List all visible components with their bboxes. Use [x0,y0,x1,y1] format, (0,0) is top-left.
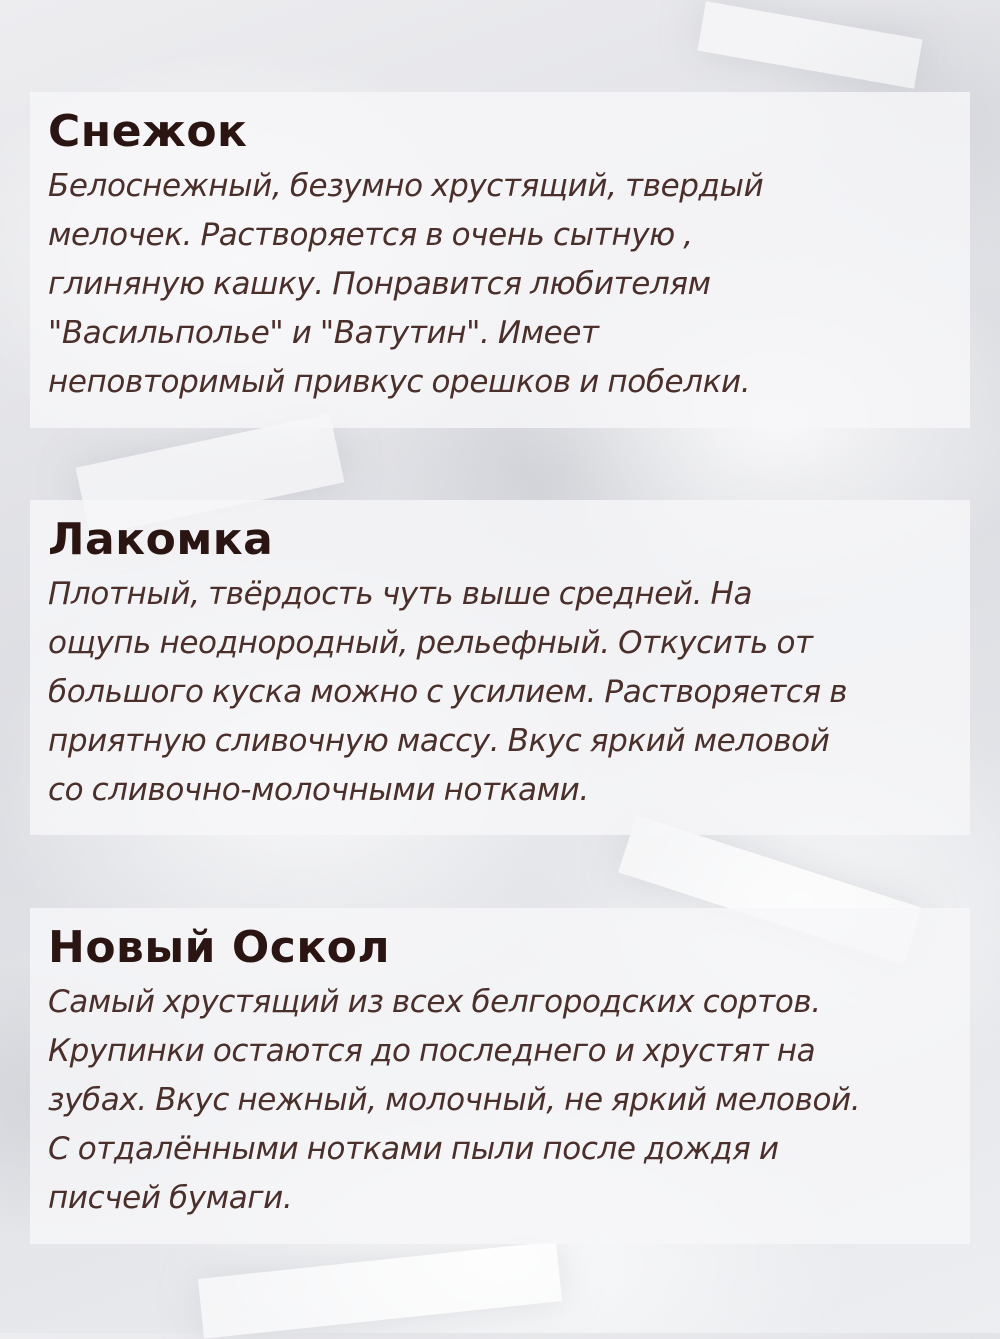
description-line: Плотный, твёрдость чуть выше средней. На [48,576,753,612]
description-line: неповторимый привкус орешков и побелки. [48,364,751,400]
description-line: зубах. Вкус нежный, молочный, не яркий меловой. [48,1082,861,1118]
description-line: глиняную кашку. Понравится любителям [48,266,711,302]
variety-card-snezhok [30,92,970,428]
description-line: мелочек. Растворяется в очень сытную , [48,217,693,253]
description-line: писчей бумаги. [48,1180,293,1216]
description-line: со сливочно-молочными нотками. [48,772,589,808]
description-line: приятную сливочную массу. Вкус яркий меловой [48,723,830,759]
variety-card-lakomka [30,500,970,835]
variety-card-novyy-oskol [30,908,970,1244]
description-line: С отдалёнными нотками пыли после дождя и [48,1131,779,1167]
variety-title: Снежок [48,106,248,157]
variety-description [48,570,950,815]
description-line: Самый хрустящий из всех белгородских сортов. [48,984,821,1020]
chalk-piece [697,1,922,88]
description-line: Белоснежный, безумно хрустящий, твердый [48,168,764,204]
description-line: Крупинки остаются до последнего и хрустят на [48,1033,816,1069]
variety-title: Новый Оскол [48,922,391,973]
variety-description [48,978,950,1223]
variety-description [48,162,950,407]
variety-title: Лакомка [48,514,274,565]
chalk-piece [198,1241,562,1338]
description-line: "Васильполье" и "Ватутин". Имеет [48,315,599,351]
description-line: большого куска можно с усилием. Растворяется в [48,674,848,710]
description-line: ощупь неоднородный, рельефный. Откусить от [48,625,813,661]
